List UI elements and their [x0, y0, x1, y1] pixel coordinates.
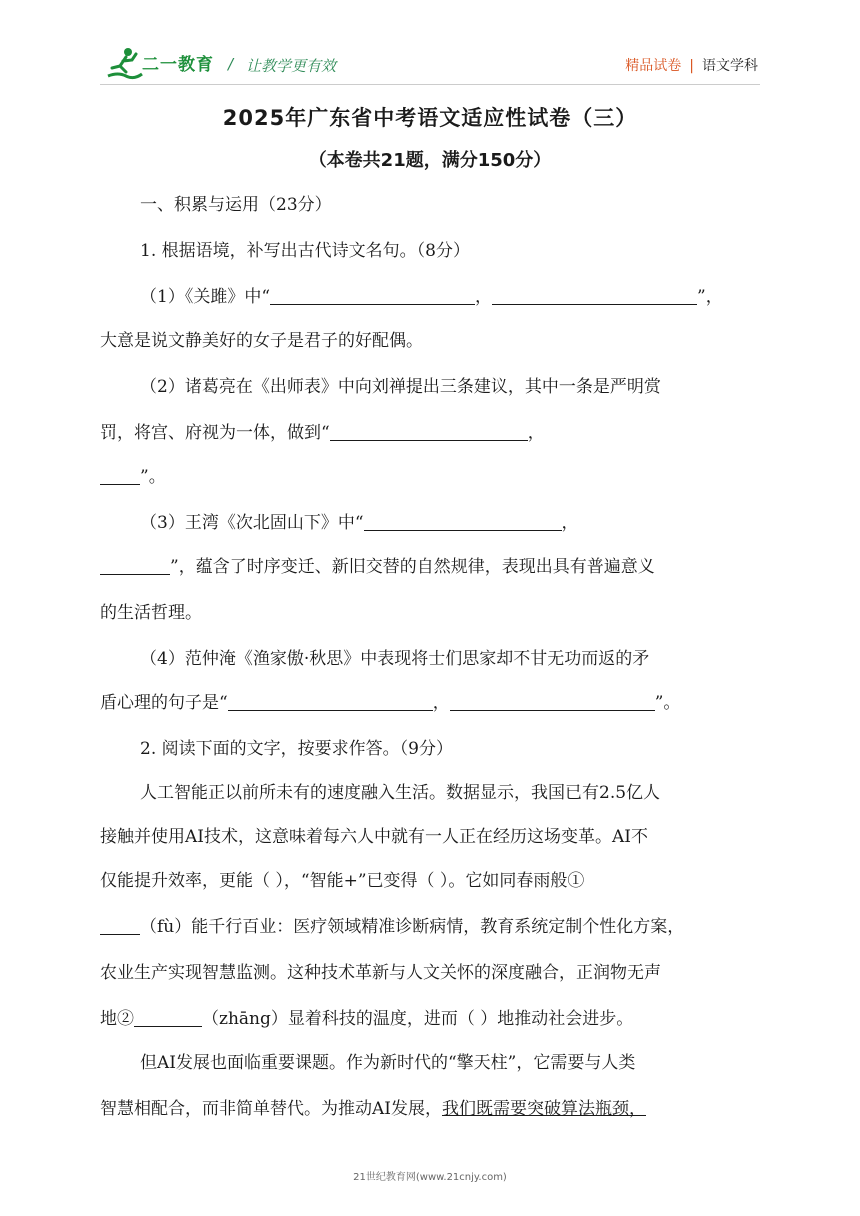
q2-para1-line6-b: （zhāng）显着科技的温度，进而（ ）地推动社会进步。 [202, 1009, 634, 1029]
q2-para1-line1: 人工智能正以前所未有的速度融入生活。数据显示，我国已有2.5亿人 [140, 783, 661, 803]
answer-blank[interactable] [100, 916, 140, 935]
slogan-separator: / [228, 55, 234, 73]
comma: ， [561, 513, 579, 533]
q2-para1-line3: 仅能提升效率，更能（ ），“智能+”已变得（ ）。它如同春雨般① [100, 871, 585, 891]
question-1-stem: 1. 根据语境，补写出古代诗文名句。（8分） [140, 241, 470, 261]
q2-para2-line1: 但AI发展也面临重要课题。作为新时代的“擎天柱”，它需要与人类 [140, 1053, 636, 1073]
q2-para1-line4-text: （fù）能千行百业：医疗领域精准诊断病情，教育系统定制个性化方案， [140, 917, 685, 937]
q1-sub1-text: （1）《关雎》中“ [140, 287, 271, 307]
q2-para1-line5: 农业生产实现智慧监测。这种技术革新与人文关怀的深度融合，正润物无声 [100, 963, 661, 983]
close-quote: ”。 [654, 693, 681, 713]
q1-sub3-line3: 的生活哲理。 [100, 603, 202, 623]
q1-sub4-line2 [100, 688, 680, 713]
answer-blank[interactable] [100, 466, 140, 485]
comma: ， [475, 287, 493, 307]
q1-sub3-line2 [100, 552, 655, 577]
slogan: 让教学更有效 [246, 57, 337, 75]
q1-sub3-line1 [140, 508, 579, 533]
running-man-icon [104, 46, 144, 82]
tag-separator: | [689, 58, 694, 74]
q1-sub1-line2: 大意是说文静美好的女子是君子的好配偶。 [100, 331, 423, 351]
section-heading: 一、积累与运用（23分） [140, 195, 332, 215]
q2-para1-line2: 接触并使用AI技术，这意味着每六人中就有一人正在经历这场变革。AI不 [100, 827, 648, 847]
tag-subject: 语文学科 [702, 58, 758, 74]
q1-sub3-text: （3）王湾《次北固山下》中“ [140, 513, 364, 533]
q1-sub2-line1: （2）诸葛亮在《出师表》中向刘禅提出三条建议，其中一条是严明赏 [140, 377, 661, 397]
tag-quality-paper: 精品试卷 [625, 58, 682, 74]
page-title: 2025年广东省中考语文适应性试卷（三） [222, 106, 638, 130]
answer-blank[interactable] [270, 286, 475, 305]
page-footer: 21世纪教育网(www.21cnjy.com) [353, 1172, 507, 1183]
header-tags [625, 55, 758, 75]
q1-sub2-text: 罚，将宫、府视为一体，做到“ [100, 423, 330, 443]
close-quote: ”， [697, 287, 723, 307]
page-header [0, 0, 860, 95]
comma: ， [527, 423, 545, 443]
close-quote: ”。 [140, 467, 166, 487]
answer-blank[interactable] [134, 1008, 202, 1027]
answer-blank[interactable] [450, 692, 655, 711]
q2-para1-line4 [100, 912, 684, 937]
q2-para2-line2-a: 智慧相配合，而非简单替代。为推动AI发展， [100, 1099, 442, 1119]
answer-blank[interactable] [492, 286, 697, 305]
q1-sub4-line1: （4）范仲淹《渔家傲·秋思》中表现将士们思家却不甘无功而返的矛 [140, 649, 650, 669]
header-rule [100, 84, 760, 85]
q1-sub2-line3 [100, 462, 166, 487]
question-2-stem: 2. 阅读下面的文字，按要求作答。（9分） [140, 739, 453, 759]
answer-blank[interactable] [364, 512, 562, 531]
answer-blank[interactable] [228, 692, 433, 711]
page-subtitle: （本卷共21题，满分150分） [308, 150, 552, 171]
q1-sub4-text: 盾心理的句子是“ [100, 693, 228, 713]
q1-sub3-text2: ”，蕴含了时序变迁、新旧交替的自然规律，表现出具有普遍意义 [170, 557, 655, 577]
q2-para1-line6 [100, 1004, 633, 1029]
q2-para2-line2 [100, 1094, 646, 1119]
comma: ， [432, 693, 450, 713]
answer-blank[interactable] [330, 422, 528, 441]
logo-text: 二一教育 [142, 55, 214, 75]
underlined-sentence: 我们既需要突破算法瓶颈， [442, 1099, 646, 1119]
logo [104, 46, 214, 82]
q2-para1-line6-a: 地② [100, 1009, 134, 1029]
q1-sub1-line1 [140, 282, 723, 307]
q1-sub2-line2 [100, 418, 545, 443]
answer-blank[interactable] [100, 556, 170, 575]
